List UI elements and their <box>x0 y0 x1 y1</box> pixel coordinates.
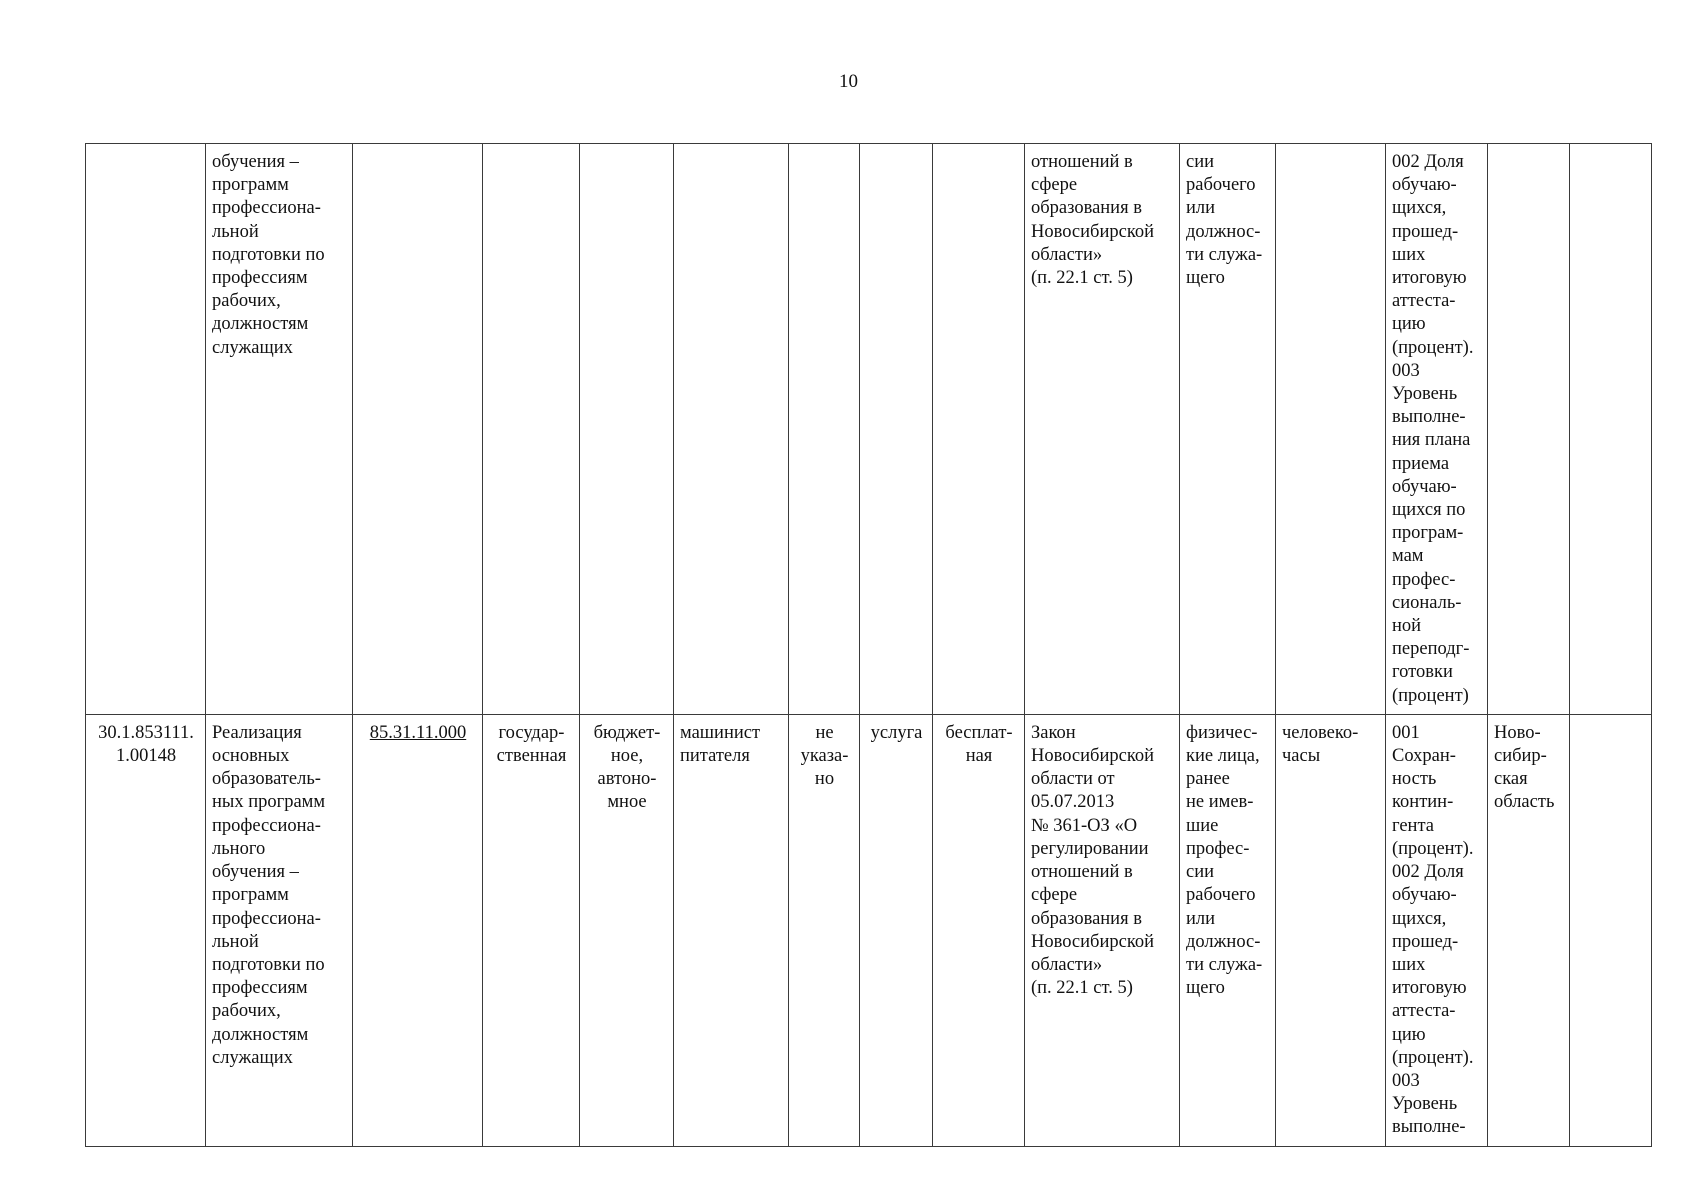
cell-service-name: обучения – программ профессиона- льной подготовки по профессиям рабочих, должностям служащих <box>206 144 353 715</box>
cell-conditions <box>789 144 860 715</box>
cell-registry-code <box>86 144 206 715</box>
cell-legal-basis: отношений в сфере образования в Новосибирской области» (п. 22.1 ст. 5) <box>1025 144 1180 715</box>
cell-work-type: услуга <box>860 714 933 1146</box>
cell-work-type <box>860 144 933 715</box>
cell-registry-code: 30.1.853111. 1.00148 <box>86 714 206 1146</box>
cell-ownership: государ- ственная <box>483 714 580 1146</box>
cell-volume-unit: человеко- часы <box>1276 714 1386 1146</box>
cell-conditions: не указа- но <box>789 714 860 1146</box>
cell-okved-code <box>353 714 483 1146</box>
cell-content <box>674 144 789 715</box>
cell-consumers: сии рабочего или должнос- ти служа- щего <box>1180 144 1276 715</box>
services-registry-table <box>85 143 1652 1147</box>
cell-legal-basis: Закон Новосибирской области от 05.07.2013 № 361-ОЗ «О регулировании отношений в сфере образования в Новосибирской области» (п. 22.1 ст. 5) <box>1025 714 1180 1146</box>
cell-quality-indicators: 001 Сохран- ность контин- гента (процент). 002 Доля обучаю- щихся, прошед- ших итоговую аттеста- цию (процент). 003 Уровень выполне- <box>1386 714 1488 1146</box>
cell-payment: бесплат- ная <box>933 714 1025 1146</box>
cell-ownership <box>483 144 580 715</box>
cell-region: Ново- сибир- ская область <box>1488 714 1570 1146</box>
page-number: 10 <box>839 71 858 92</box>
cell-region <box>1488 144 1570 715</box>
cell-institution-type <box>580 144 674 715</box>
cell-quality-indicators: 002 Доля обучаю- щихся, прошед- ших итоговую аттеста- цию (процент). 003 Уровень выполне- ния плана приема обучаю- щихся по програм- мам профес- сиональ- ной переподг- готовки (процент) <box>1386 144 1488 715</box>
cell-extra <box>1570 714 1652 1146</box>
cell-service-name: Реализация основных образователь- ных программ профессиона- льного обучения – программ профессиона- льной подготовки по профессиям рабочих, должностям служащих <box>206 714 353 1146</box>
cell-institution-type: бюджет- ное, автоно- мное <box>580 714 674 1146</box>
cell-consumers: физичес- кие лица, ранее не имев- шие профес- сии рабочего или должнос- ти служа- щего <box>1180 714 1276 1146</box>
cell-payment <box>933 144 1025 715</box>
table-row <box>86 714 1652 1146</box>
cell-volume-unit <box>1276 144 1386 715</box>
okved-code-link[interactable]: 85.31.11.000 <box>369 722 467 743</box>
cell-content: машинист питателя <box>674 714 789 1146</box>
cell-extra <box>1570 144 1652 715</box>
cell-okved-code <box>353 144 483 715</box>
table-row <box>86 144 1652 715</box>
